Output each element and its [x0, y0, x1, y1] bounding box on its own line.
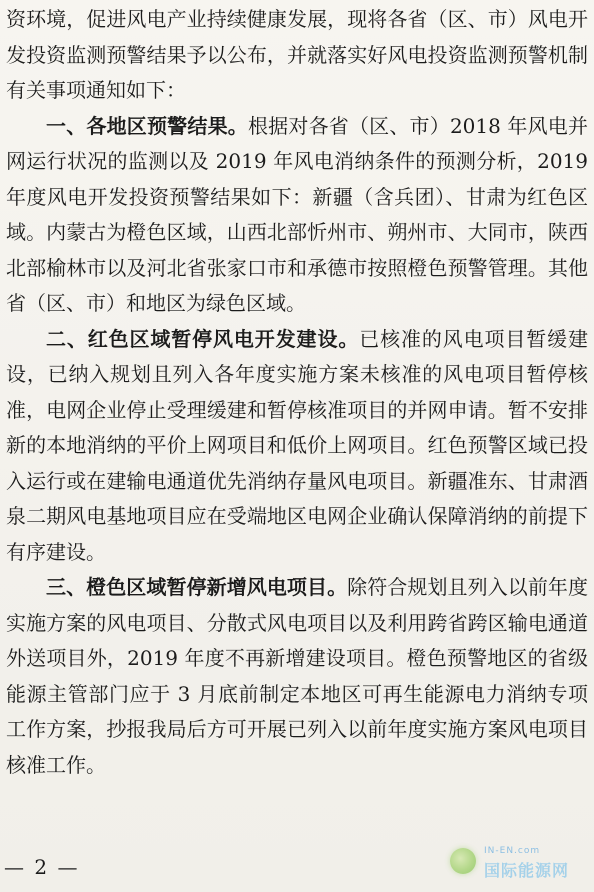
section-heading-2: 二、红色区域暂停风电开发建设。: [46, 326, 360, 351]
watermark-logo: [446, 840, 586, 886]
paragraph-text: 已核准的风电项目暂缓建设，已纳入规划且列入各年度实施方案未核准的风电项目暂停核准，电网企业停止受理缓建和暂停核准项目的并网申请。暂不安排新的本地消纳的平价上网项目和低价上网项目。红色预警区域已投入运行或在建输电通道优先消纳存量风电项目。新疆准东、甘肃酒泉二期风电基地项目应在受端地区电网企业确认保障消纳的前提下有序建设。: [6, 326, 589, 564]
document-body: [6, 2, 588, 783]
paragraph-section-1: [6, 109, 588, 322]
globe-logo-icon: [450, 848, 476, 874]
section-heading-1: 一、各地区预警结果。: [46, 113, 248, 138]
watermark-name: 国际能源网: [484, 861, 570, 880]
paragraph-text: 根据对各省（区、市）2018 年风电并网运行状况的监测以及 2019 年风电消纳条件的预测分析，2019 年度风电开发投资预警结果如下：新疆（含兵团）、甘肃为红色区域。内蒙古为橙色区域，山西北部忻州市、朔州市、大同市，陕西北部榆林市以及河北省张家口市和承德市按照橙色预警管理。其他省（区、市）和地区为绿色区域。: [6, 113, 589, 315]
paragraph-intro: [6, 2, 588, 109]
section-heading-3: 三、橙色区域暂停新增风电项目。: [46, 575, 348, 599]
watermark-domain: IN-EN.com: [484, 846, 541, 856]
paragraph-text: 除符合规划且列入以前年度实施方案的风电项目、分散式风电项目以及利用跨省跨区输电通道外送项目外，2019 年度不再新增建设项目。橙色预警地区的省级能源主管部门应于 3 月底前制定本地区可再生能源电力消纳专项工作方案，抄报我局后方可开展已列入以前年度实施方案风电项目核准工作。: [6, 575, 589, 777]
paragraph-section-3: [6, 570, 588, 783]
page-number: — 2 —: [4, 855, 80, 879]
paragraph-text: 资环境，促进风电产业持续健康发展，现将各省（区、市）风电开发投资监测预警结果予以公布，并就落实好风电投资监测预警机制有关事项通知如下：: [6, 7, 588, 102]
paragraph-section-2: [6, 322, 588, 571]
